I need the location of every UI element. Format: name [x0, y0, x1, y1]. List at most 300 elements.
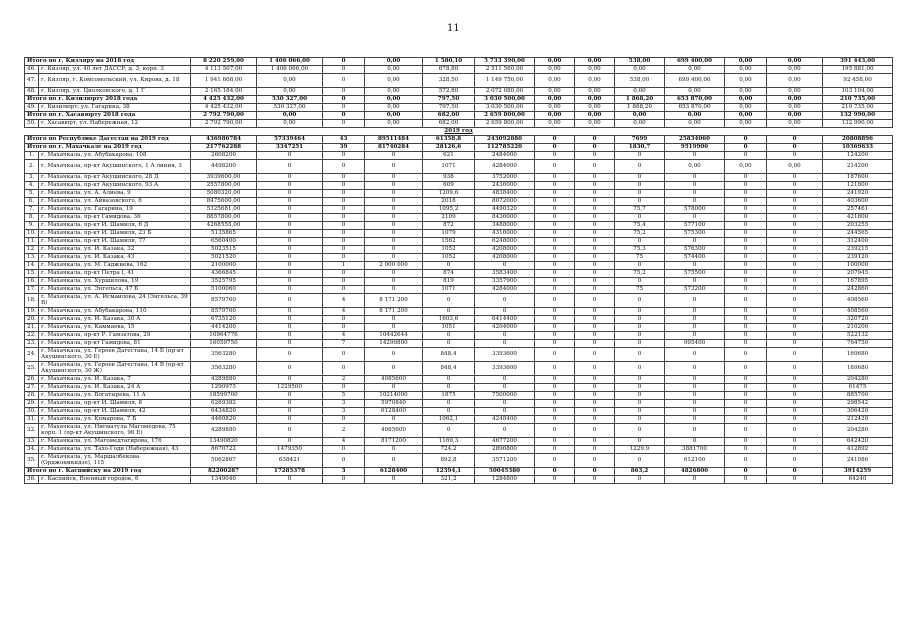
value-cell: 0,00 [257, 112, 323, 120]
value-cell: 724,2 [423, 446, 475, 454]
value-cell: 0 [323, 254, 365, 262]
value-cell: 43 [323, 136, 365, 144]
value-cell: 574400 [665, 254, 725, 262]
value-cell: 0,00 [575, 74, 615, 88]
value-cell: 210 735,00 [823, 96, 893, 104]
table-row [25, 308, 893, 316]
table-row [25, 416, 893, 424]
value-cell: 0 [665, 278, 725, 286]
value-cell: 13490820 [191, 438, 257, 446]
row-number: 33. [25, 438, 39, 446]
value-cell: 0 [725, 332, 767, 340]
value-cell: 6128400 [365, 468, 423, 476]
row-number: 22. [25, 332, 39, 340]
row-number: 5. [25, 190, 39, 198]
value-cell: 0 [323, 286, 365, 294]
value-cell: 0 [257, 182, 323, 190]
value-cell: 7500000 [475, 392, 535, 400]
address-cell: г. Махачкала, ул. Комарова, 7 Б [39, 416, 191, 424]
value-cell: 0 [665, 308, 725, 316]
value-cell: 1209,6 [423, 190, 475, 198]
value-cell: 819 [423, 278, 475, 286]
value-cell: 530 327,00 [257, 96, 323, 104]
table-body [25, 58, 893, 484]
address-cell: г. Кизляр, ул. 40 лет ДАССР, д. 3, корп. 3 [39, 66, 191, 74]
value-cell: 0 [535, 206, 575, 214]
value-cell: 2 000 000 [365, 262, 423, 270]
address-cell: г. Кизилюрт, ул. Гагарина, 38 [39, 104, 191, 112]
row-number: 16. [25, 278, 39, 286]
value-cell: 1079 [423, 230, 475, 238]
value-cell: 0 [475, 376, 535, 384]
value-cell: 18599700 [191, 392, 257, 400]
total-label: Итого по г. Каспийску на 2019 год [25, 468, 191, 476]
table-row [25, 400, 893, 408]
row-number: 19. [25, 308, 39, 316]
value-cell: 0 [615, 324, 665, 332]
address-cell: г. Махачкала, ул. Гагарина, 19 [39, 206, 191, 214]
value-cell: 0 [767, 286, 823, 294]
value-cell: 121800 [823, 182, 893, 190]
value-cell: 403600 [823, 198, 893, 206]
row-number: 32. [25, 424, 39, 438]
value-cell: 0 [535, 254, 575, 262]
value-cell: 0 [323, 198, 365, 206]
value-cell: 0 [575, 408, 615, 416]
value-cell: 522132 [823, 332, 893, 340]
value-cell: 1 406 066,00 [257, 66, 323, 74]
value-cell: 0 [423, 424, 475, 438]
value-cell: 0 [323, 222, 365, 230]
value-cell: 0 [665, 476, 725, 484]
value-cell: 0 [767, 424, 823, 438]
value-cell: 1071 [423, 160, 475, 174]
value-cell: 0,00 [257, 120, 323, 128]
value-cell: 1062,1 [423, 416, 475, 424]
value-cell: 638421 [257, 454, 323, 468]
value-cell: 8670722 [191, 446, 257, 454]
value-cell: 0 [575, 160, 615, 174]
row-number: 28. [25, 392, 39, 400]
value-cell: 1095,2 [423, 206, 475, 214]
value-cell: 0 [257, 206, 323, 214]
value-cell: 0 [767, 332, 823, 340]
table-row [25, 332, 893, 340]
value-cell: 0 [535, 214, 575, 222]
table-row [25, 190, 893, 198]
value-cell: 0 [575, 222, 615, 230]
value-cell: 0 [365, 152, 423, 160]
address-cell: г. Махачкала, пр-кт Гамидова, 36 [39, 214, 191, 222]
value-cell: 243092880 [475, 136, 535, 144]
value-cell: 0,00 [575, 66, 615, 74]
value-cell: 169680 [823, 362, 893, 376]
value-cell: 0,00 [575, 120, 615, 128]
value-cell: 0 [767, 270, 823, 278]
value-cell: 0 [665, 376, 725, 384]
value-cell: 50045380 [475, 468, 535, 476]
address-cell: г. Махачкала, ул. И. Казака, 43 [39, 254, 191, 262]
value-cell: 0 [257, 198, 323, 206]
value-cell: 0 [767, 316, 823, 324]
value-cell: 0 [257, 308, 323, 316]
value-cell: 3939600,00 [191, 174, 257, 182]
value-cell: 0 [725, 362, 767, 376]
address-cell: г. Кизляр, ул. Циолковского, д. 1 Г [39, 88, 191, 96]
value-cell: 1 868,20 [615, 104, 665, 112]
value-cell: 320720 [823, 316, 893, 324]
value-cell: 0 [725, 270, 767, 278]
value-cell: 0 [665, 332, 725, 340]
value-cell: 204280 [823, 376, 893, 384]
value-cell: 0 [365, 384, 423, 392]
row-number: 12. [25, 246, 39, 254]
value-cell: 0,00 [535, 104, 575, 112]
value-cell: 0 [365, 246, 423, 254]
value-cell: 0 [575, 324, 615, 332]
value-cell: 764750 [823, 340, 893, 348]
table-row [25, 160, 893, 174]
value-cell: 0 [725, 294, 767, 308]
row-number: 50. [25, 120, 39, 128]
value-cell: 0 [615, 174, 665, 182]
value-cell: 0 [575, 308, 615, 316]
value-cell: 0 [257, 416, 323, 424]
value-cell: 0 [665, 384, 725, 392]
value-cell: 4284000 [475, 160, 535, 174]
value-cell: 0 [575, 400, 615, 408]
value-cell: 0 [665, 392, 725, 400]
value-cell: 0 [725, 286, 767, 294]
value-cell: 0 [475, 408, 535, 416]
value-cell: 3393600 [475, 362, 535, 376]
value-cell: 187600 [823, 174, 893, 182]
value-cell: 0 [535, 324, 575, 332]
value-cell: 0 [257, 230, 323, 238]
value-cell: 5023515 [191, 246, 257, 254]
value-cell: 874 [423, 270, 475, 278]
value-cell: 0 [257, 262, 323, 270]
value-cell: 0 [725, 454, 767, 468]
value-cell: 0,00 [615, 120, 665, 128]
value-cell: 0 [535, 392, 575, 400]
value-cell: 4366845 [191, 270, 257, 278]
value-cell: 75 [615, 254, 665, 262]
value-cell: 0 [725, 384, 767, 392]
address-cell: г. Махачкала, пр-кт Р. Гамзатова, 29 [39, 332, 191, 340]
value-cell: 0 [257, 400, 323, 408]
value-cell: 0 [767, 174, 823, 182]
value-cell: 0 [323, 214, 365, 222]
address-cell: г. Махачкала, ул. И. Казака, 24 А [39, 384, 191, 392]
value-cell: 0 [615, 424, 665, 438]
table-row [25, 198, 893, 206]
value-cell: 8579760 [191, 308, 257, 316]
value-cell: 0 [475, 262, 535, 270]
value-cell: 61475 [823, 384, 893, 392]
value-cell: 0 [767, 278, 823, 286]
value-cell: 0,00 [725, 74, 767, 88]
value-cell: 5 [323, 392, 365, 400]
value-cell: 4 425 432,00 [191, 104, 257, 112]
value-cell: 0 [535, 416, 575, 424]
section-heading-row [25, 128, 893, 136]
value-cell: 0,00 [665, 112, 725, 120]
row-number: 36. [25, 476, 39, 484]
value-cell: 306420 [823, 408, 893, 416]
program-data-table [24, 57, 893, 484]
value-cell: 995400 [665, 340, 725, 348]
row-number: 35. [25, 454, 39, 468]
value-cell: 0 [725, 438, 767, 446]
value-cell: 0 [535, 308, 575, 316]
value-cell: 0 [323, 206, 365, 214]
value-cell: 3 [323, 408, 365, 416]
table-row [25, 152, 893, 160]
value-cell: 239120 [823, 254, 893, 262]
value-cell: 0 [323, 324, 365, 332]
value-cell: 2 659 800,00 [475, 112, 535, 120]
value-cell: 4289880 [191, 424, 257, 438]
value-cell: 4 [323, 438, 365, 446]
value-cell: 1052 [423, 246, 475, 254]
value-cell: 3 [323, 400, 365, 408]
value-cell: 0 [535, 278, 575, 286]
row-number: 9. [25, 222, 39, 230]
value-cell: 0 [767, 438, 823, 446]
value-cell: 0,00 [365, 112, 423, 120]
value-cell: 0 [767, 254, 823, 262]
address-cell: г. Махачкала, ул. Магомедтагирова, 176 [39, 438, 191, 446]
value-cell: 8 171 200 [365, 308, 423, 316]
value-cell: 0 [615, 400, 665, 408]
value-cell: 0 [575, 340, 615, 348]
value-cell: 0 [475, 332, 535, 340]
row-number: 47. [25, 74, 39, 88]
value-cell: 575300 [665, 230, 725, 238]
value-cell: 0 [535, 246, 575, 254]
value-cell: 0 [615, 416, 665, 424]
table-row [25, 88, 893, 96]
value-cell: 75,2 [615, 230, 665, 238]
value-cell: 0 [323, 278, 365, 286]
value-cell: 0,00 [535, 74, 575, 88]
value-cell: 1284800 [475, 476, 535, 484]
value-cell: 0 [665, 362, 725, 376]
value-cell: 75,4 [615, 222, 665, 230]
value-cell: 0 [365, 454, 423, 468]
value-cell: 0 [725, 238, 767, 246]
value-cell: 530 327,00 [257, 104, 323, 112]
value-cell: 0 [767, 206, 823, 214]
value-cell: 0,00 [665, 88, 725, 96]
row-number: 6. [25, 198, 39, 206]
value-cell: 863,2 [615, 468, 665, 476]
value-cell: 0 [257, 316, 323, 324]
row-number: 2. [25, 160, 39, 174]
value-cell: 328,50 [423, 74, 475, 88]
value-cell: 0 [615, 198, 665, 206]
table-row [25, 182, 893, 190]
value-cell: 938 [423, 174, 475, 182]
value-cell: 5021520 [191, 254, 257, 262]
value-cell: 312400 [823, 238, 893, 246]
value-cell: 0 [665, 416, 725, 424]
value-cell: 6735120 [191, 316, 257, 324]
value-cell: 577100 [665, 222, 725, 230]
address-cell: г. Махачкала, ул. Героев Дагестана, 14 Б (пр-кт Акушинского, 30 Е) [39, 348, 191, 362]
value-cell: 0 [535, 340, 575, 348]
value-cell: 4085600 [365, 424, 423, 438]
value-cell: 0 [725, 446, 767, 454]
value-cell: 0 [257, 392, 323, 400]
row-number: 23. [25, 340, 39, 348]
value-cell: 0,00 [615, 88, 665, 96]
value-cell: 0,00 [365, 66, 423, 74]
value-cell: 0 [665, 438, 725, 446]
value-cell: 1 149 750,00 [475, 74, 535, 88]
value-cell: 0,00 [767, 88, 823, 96]
table-row [25, 270, 893, 278]
value-cell: 9519900 [665, 144, 725, 152]
value-cell: 3752000 [475, 174, 535, 182]
value-cell: 6128400 [365, 408, 423, 416]
value-cell: 0,00 [767, 120, 823, 128]
value-cell: 2018 [423, 198, 475, 206]
value-cell: 0 [767, 238, 823, 246]
value-cell: 0 [725, 214, 767, 222]
value-cell: 0 [575, 144, 615, 152]
value-cell: 0 [575, 468, 615, 476]
value-cell: 0 [767, 246, 823, 254]
table-row [25, 438, 893, 446]
value-cell: 0 [323, 66, 365, 74]
value-cell: 8 171 200 [365, 294, 423, 308]
value-cell: 0,00 [665, 120, 725, 128]
value-cell: 1290975 [191, 384, 257, 392]
value-cell: 0 [365, 238, 423, 246]
value-cell: 682,00 [423, 120, 475, 128]
value-cell: 0 [365, 198, 423, 206]
value-cell: 0 [323, 190, 365, 198]
value-cell: 538,00 [615, 58, 665, 66]
table-row [25, 222, 893, 230]
row-number: 46. [25, 66, 39, 74]
value-cell: 132 990,00 [823, 120, 893, 128]
value-cell: 0 [725, 340, 767, 348]
value-cell: 0 [575, 294, 615, 308]
value-cell: 8475600,00 [191, 198, 257, 206]
value-cell: 797,50 [423, 104, 475, 112]
value-cell: 1229500 [257, 384, 323, 392]
value-cell: 0 [615, 278, 665, 286]
address-cell: г. Махачкала, ул. Тахо-Годи (Набережная), 43 [39, 446, 191, 454]
value-cell: 0 [575, 392, 615, 400]
value-cell: 0 [535, 376, 575, 384]
value-cell: 2 165 184,00 [191, 88, 257, 96]
value-cell: 0 [365, 206, 423, 214]
value-cell: 0 [767, 294, 823, 308]
value-cell: 0 [323, 152, 365, 160]
address-cell: г. Махачкала, ул. Богатырева, 11 А [39, 392, 191, 400]
address-cell: г. Махачкала, пр-кт И. Шамиля, 77 [39, 238, 191, 246]
value-cell: 0 [423, 376, 475, 384]
value-cell: 6414400 [475, 316, 535, 324]
value-cell: 0 [767, 230, 823, 238]
value-cell: 0,00 [365, 58, 423, 66]
value-cell: 169680 [823, 348, 893, 362]
value-cell: 0 [615, 438, 665, 446]
value-cell: 0 [615, 362, 665, 376]
value-cell: 0 [767, 152, 823, 160]
value-cell: 0 [365, 446, 423, 454]
total-row [25, 112, 893, 120]
value-cell: 0 [575, 152, 615, 160]
value-cell: 0 [615, 190, 665, 198]
value-cell: 3571200 [475, 454, 535, 468]
total-label: Итого по г. Кизляру на 2018 год [25, 58, 191, 66]
value-cell: 0,00 [725, 104, 767, 112]
value-cell: 0 [323, 58, 365, 66]
value-cell: 0 [535, 222, 575, 230]
row-number: 20. [25, 316, 39, 324]
value-cell: 4 [323, 332, 365, 340]
value-cell: 0 [575, 454, 615, 468]
address-cell: г. Махачкала, ул. Айвазовского, 6 [39, 198, 191, 206]
table-row [25, 362, 893, 376]
value-cell: 0 [767, 376, 823, 384]
value-cell: 39 [323, 144, 365, 152]
value-cell: 699 400,00 [665, 58, 725, 66]
value-cell: 408560 [823, 294, 893, 308]
value-cell: 0 [725, 348, 767, 362]
row-number: 4. [25, 182, 39, 190]
value-cell: 0 [615, 308, 665, 316]
value-cell: 3 030 500,00 [475, 104, 535, 112]
value-cell: 5080320,00 [191, 190, 257, 198]
value-cell: 0,00 [535, 96, 575, 104]
value-cell: 2 659 800,00 [475, 120, 535, 128]
value-cell: 0,00 [767, 112, 823, 120]
address-cell: г. Махачкала, ул. Энгельса, 47 Б [39, 286, 191, 294]
value-cell: 4838400 [475, 190, 535, 198]
value-cell: 0 [535, 238, 575, 246]
value-cell: 0 [423, 308, 475, 316]
value-cell: 0 [365, 160, 423, 174]
value-cell: 0,00 [575, 112, 615, 120]
value-cell: 4 [323, 294, 365, 308]
table-row [25, 174, 893, 182]
value-cell: 1 406 066,00 [257, 58, 323, 66]
value-cell: 4826800 [665, 468, 725, 476]
value-cell: 0 [767, 348, 823, 362]
value-cell: 0,00 [767, 58, 823, 66]
value-cell: 4268555,00 [191, 222, 257, 230]
value-cell: 0 [365, 316, 423, 324]
value-cell: 0,00 [365, 120, 423, 128]
row-number: 29. [25, 400, 39, 408]
value-cell: 391 443,00 [823, 58, 893, 66]
value-cell: 0 [323, 160, 365, 174]
value-cell: 0 [725, 324, 767, 332]
value-cell: 2 511 560,00 [475, 66, 535, 74]
value-cell: 0,00 [767, 74, 823, 88]
value-cell: 0 [365, 362, 423, 376]
table-row [25, 392, 893, 400]
value-cell: 5135865 [191, 230, 257, 238]
address-cell: г. Махачкала, пр-кт Акушинского, 28 Д [39, 174, 191, 182]
address-cell: г. Махачкала, пр-кт Акушинского, 93 А [39, 182, 191, 190]
